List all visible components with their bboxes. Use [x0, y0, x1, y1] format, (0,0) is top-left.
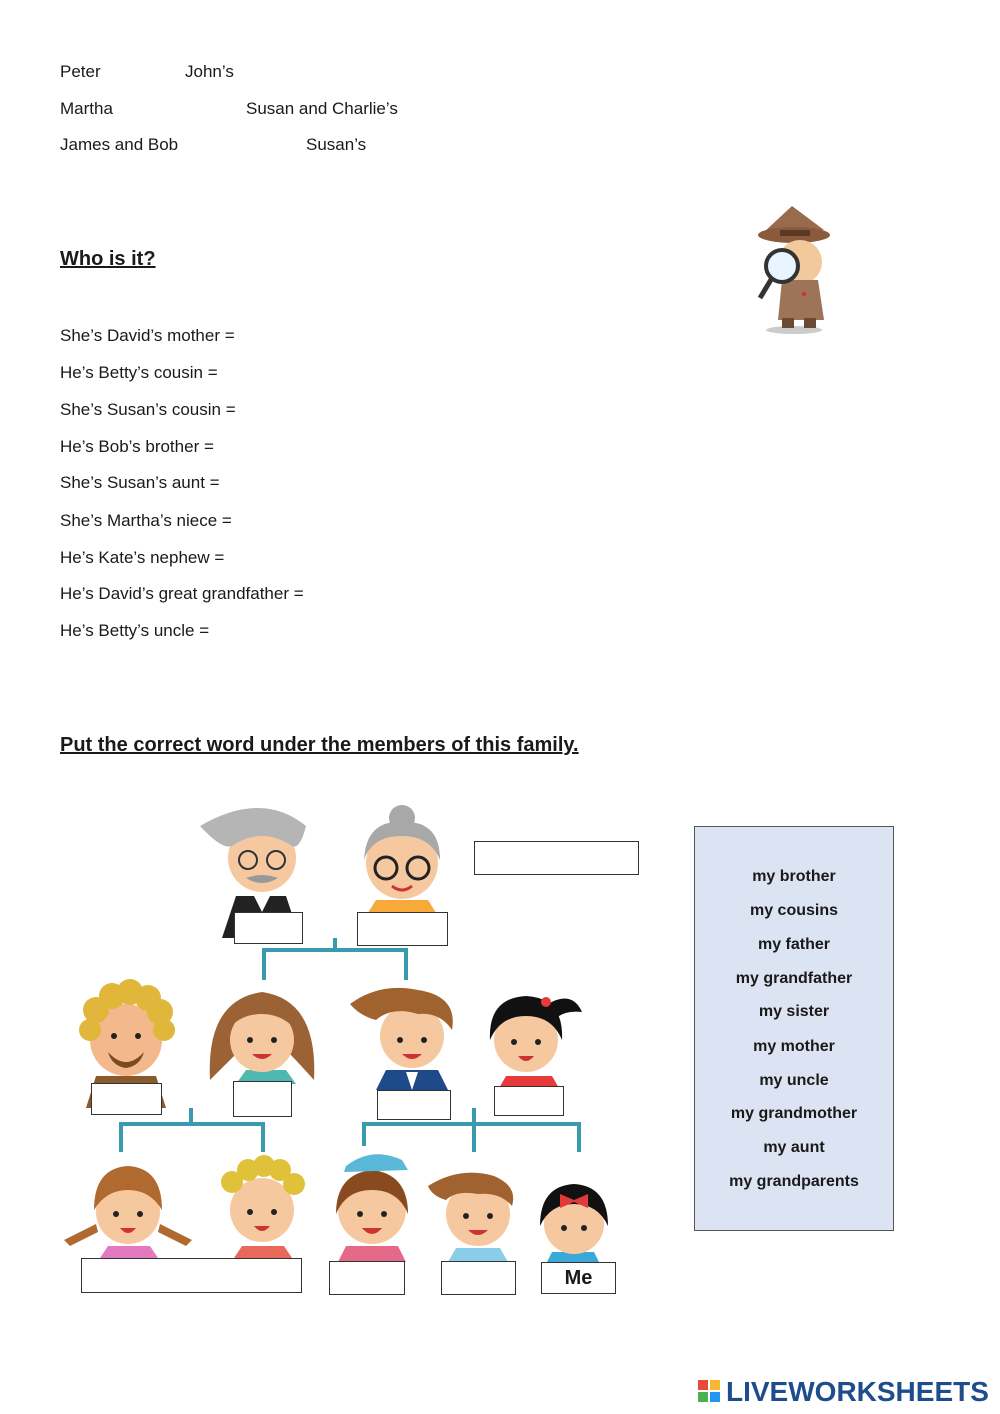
question-2: He’s Betty’s cousin = [60, 363, 218, 382]
pair-right-3: Susan’s [306, 135, 367, 154]
cousin-girl-figure [64, 1166, 192, 1258]
answer-box-mother[interactable] [494, 1086, 564, 1116]
answer-box-grandparents[interactable] [474, 841, 639, 875]
mother-figure [490, 996, 582, 1090]
question-5: She’s Susan’s aunt = [60, 473, 220, 492]
brother-figure [428, 1173, 513, 1262]
cousin-boy-figure [221, 1155, 305, 1258]
word-bank-item: my grandfather [735, 970, 853, 987]
question-3: She’s Susan’s cousin = [60, 400, 236, 419]
father-figure [350, 988, 453, 1090]
family-heading: Put the correct word under the members of this family. [60, 734, 579, 756]
answer-box-aunt[interactable] [233, 1081, 292, 1117]
word-bank-item: my grandmother [730, 1105, 858, 1122]
answer-box-grandfather[interactable] [234, 912, 303, 944]
answer-box-uncle[interactable] [91, 1083, 162, 1115]
pair-right-1: John’s [185, 62, 234, 81]
pair-left-1: Peter [60, 62, 101, 81]
me-label-box: Me [541, 1262, 616, 1294]
word-bank-item: my uncle [759, 1072, 829, 1089]
answer-box-father[interactable] [377, 1090, 451, 1120]
question-7: He’s Kate’s nephew = [60, 548, 225, 567]
liveworksheets-logo-icon [698, 1380, 722, 1414]
liveworksheets-logo-text: LIVEWORKSHEETS [726, 1376, 989, 1407]
question-8: He’s David’s great grandfather = [60, 584, 304, 603]
pair-left-3: James and Bob [60, 135, 179, 154]
word-bank-item: my aunt [763, 1139, 825, 1156]
word-bank-item: my grandparents [729, 1173, 859, 1190]
pair-right-2: Susan and Charlie’s [246, 99, 398, 118]
answer-box-brother[interactable] [441, 1261, 516, 1295]
question-6: She’s Martha’s niece = [60, 511, 232, 530]
who-heading: Who is it? [60, 248, 156, 270]
answer-box-grandmother[interactable] [357, 912, 448, 946]
grandmother-figure [364, 805, 440, 916]
word-bank-item: my mother [753, 1038, 835, 1055]
question-4: He’s Bob’s brother = [60, 437, 214, 456]
word-bank-item: my sister [758, 1003, 830, 1020]
word-bank-item: my father [757, 936, 831, 953]
word-bank [694, 826, 894, 1231]
aunt-figure [210, 992, 315, 1084]
answer-box-cousins[interactable] [81, 1258, 302, 1293]
word-bank-item: my brother [752, 868, 836, 885]
sister-figure [336, 1154, 408, 1262]
pair-left-2: Martha [60, 99, 113, 118]
answer-box-sister[interactable] [329, 1261, 405, 1295]
question-9: He’s Betty’s uncle = [60, 621, 210, 640]
me-figure [540, 1184, 608, 1264]
word-bank-item: my cousins [749, 902, 839, 919]
question-1: She’s David’s mother = [60, 326, 235, 345]
